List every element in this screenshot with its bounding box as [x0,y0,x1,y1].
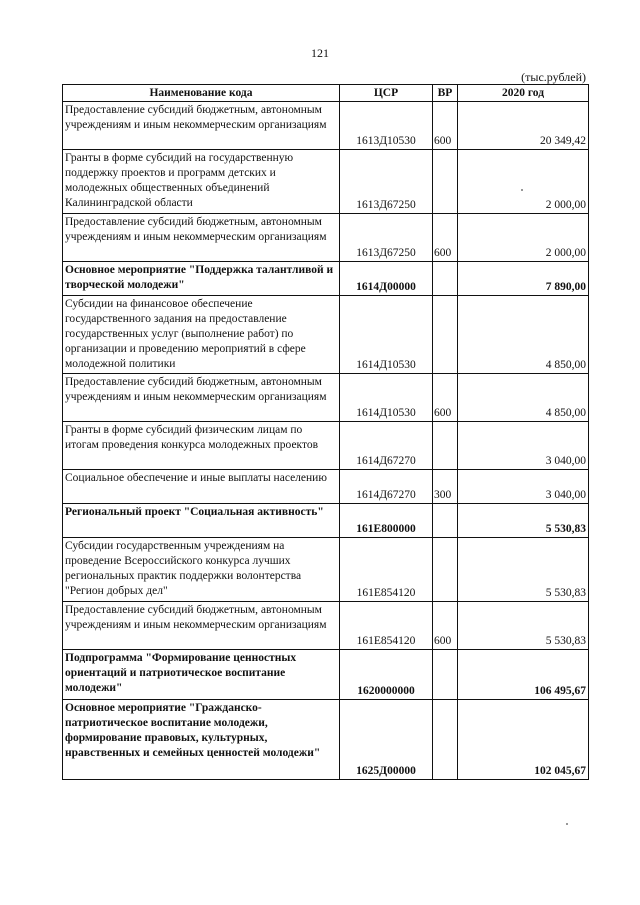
row-name: Региональный проект "Социальная активность" [63,504,340,538]
row-vr [433,150,458,214]
table-row [63,214,589,262]
row-sum: 20 349,42 [458,102,589,150]
row-csr: 1614Д67270 [340,470,433,504]
table-header-row [63,85,589,102]
row-vr: 600 [433,102,458,150]
row-vr [433,538,458,602]
row-csr: 1613Д67250 [340,214,433,262]
row-vr [433,296,458,374]
row-sum: 4 850,00 [458,374,589,422]
row-name: Предоставление субсидий бюджетным, автономным учреждениям и иным некоммерческим организациям [63,374,340,422]
row-vr: 600 [433,374,458,422]
row-csr: 1614Д10530 [340,374,433,422]
row-name: Гранты в форме субсидий на государственную поддержку проектов и программ детских и молодежных общественных объединений Калининградской области [63,150,340,214]
row-vr [433,262,458,296]
row-vr [433,504,458,538]
row-sum: 2 000,00 [458,150,589,214]
table-row [63,504,589,538]
row-name: Предоставление субсидий бюджетным, автономным учреждениям и иным некоммерческим организациям [63,602,340,650]
row-sum: 7 890,00 [458,262,589,296]
header-vr: ВР [433,85,458,102]
table-row [63,150,589,214]
row-sum: 106 495,67 [458,650,589,700]
scan-speck [566,823,568,825]
table-row [63,700,589,780]
row-sum: 3 040,00 [458,470,589,504]
table-row [63,602,589,650]
row-vr [433,650,458,700]
row-vr: 300 [433,470,458,504]
row-name: Субсидии государственным учреждениям на проведение Всероссийского конкурса лучших региональных практик поддержки волонтерства "Регион добрых дел" [63,538,340,602]
row-csr: 1614Д10530 [340,296,433,374]
table-row [63,102,589,150]
row-csr: 1620000000 [340,650,433,700]
header-name: Наименование кода [63,85,340,102]
table-row [63,374,589,422]
table-row [63,296,589,374]
units-label: (тыс.рублей) [521,70,586,84]
row-vr: 600 [433,214,458,262]
header-sum: 2020 год [458,85,589,102]
row-name: Субсидии на финансовое обеспечение государственного задания на предоставление государственных услуг (выполнение работ) по организации и проведению мероприятий в сфере молодежной политики [63,296,340,374]
row-name: Подпрограмма "Формирование ценностных ориентаций и патриотическое воспитание молодежи" [63,650,340,700]
row-name: Предоставление субсидий бюджетным, автономным учреждениям и иным некоммерческим организациям [63,214,340,262]
row-name: Гранты в форме субсидий физическим лицам по итогам проведения конкурса молодежных проектов [63,422,340,470]
row-csr: 161Е800000 [340,504,433,538]
page-number: 121 [311,46,329,60]
row-sum: 5 530,83 [458,602,589,650]
scan-speck [521,189,523,191]
row-sum: 4 850,00 [458,296,589,374]
row-csr: 1613Д67250 [340,150,433,214]
row-csr: 1614Д67270 [340,422,433,470]
row-vr [433,700,458,780]
budget-table [62,84,589,780]
row-sum: 2 000,00 [458,214,589,262]
table-body [63,102,589,780]
row-name: Основное мероприятие "Гражданско-патриотическое воспитание молодежи, формирование правовых, культурных, нравственных и семейных ценностей молодежи" [63,700,340,780]
row-vr [433,422,458,470]
row-name: Социальное обеспечение и иные выплаты населению [63,470,340,504]
header-csr: ЦСР [340,85,433,102]
row-sum: 5 530,83 [458,504,589,538]
row-vr: 600 [433,602,458,650]
table-row [63,470,589,504]
row-sum: 102 045,67 [458,700,589,780]
table-row [63,262,589,296]
row-name: Предоставление субсидий бюджетным, автономным учреждениям и иным некоммерческим организациям [63,102,340,150]
row-csr: 161Е854120 [340,602,433,650]
row-csr: 161Е854120 [340,538,433,602]
row-csr: 1613Д10530 [340,102,433,150]
table-row [63,650,589,700]
table-row [63,538,589,602]
row-csr: 1625Д00000 [340,700,433,780]
row-sum: 5 530,83 [458,538,589,602]
table-row [63,422,589,470]
row-sum: 3 040,00 [458,422,589,470]
row-name: Основное мероприятие "Поддержка талантливой и творческой молодежи" [63,262,340,296]
row-csr: 1614Д00000 [340,262,433,296]
